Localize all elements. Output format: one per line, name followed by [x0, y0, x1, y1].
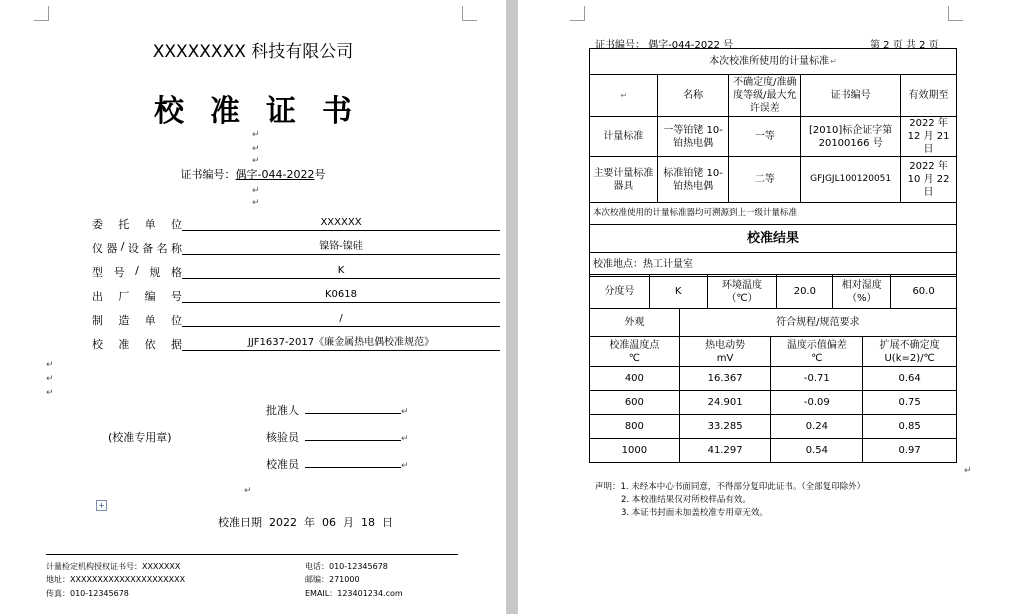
result-emf: 16.367 — [679, 367, 771, 391]
header-unit: ℃ — [628, 352, 640, 364]
result-temp: 400 — [590, 367, 680, 391]
statement-note-1: 声明：1. 未经本中心书面同意，不得部分复印此证书。（全部复印除外） — [595, 482, 866, 492]
result-temp: 800 — [590, 415, 680, 439]
table-row — [590, 439, 957, 463]
environment-table — [589, 274, 957, 309]
standards-table — [589, 48, 957, 277]
paragraph-mark: ↵ — [964, 466, 972, 476]
paragraph-mark: ↵ — [46, 388, 54, 398]
header-cell — [801, 75, 901, 117]
date-label: 校准日期 — [218, 516, 262, 529]
paragraph-mark: ↵ — [401, 434, 409, 444]
label-char: 位 — [170, 218, 182, 231]
date-day: 18 — [361, 516, 375, 529]
cert-no-suffix: 号 — [314, 168, 326, 181]
paragraph-mark: ↵ — [401, 461, 409, 471]
std-name: 一等铂铑 10-铂热电偶 — [657, 117, 729, 157]
footer-address: 地址：XXXXXXXXXXXXXXXXXXXXX — [46, 575, 186, 584]
label-char: 单 — [144, 314, 156, 327]
env-hum-label: 相对湿度（%） — [833, 275, 891, 309]
result-emf: 33.285 — [679, 415, 771, 439]
result-header-temp — [590, 337, 680, 367]
header-unit: U(k=2)/℃ — [884, 352, 935, 364]
date-year-unit: 年 — [304, 516, 315, 529]
crop-mark — [570, 6, 585, 21]
label-char: 制 — [92, 314, 103, 327]
verifier-label: 核验员 — [266, 431, 299, 444]
result-dev: -0.71 — [771, 367, 863, 391]
result-unc: 0.75 — [863, 391, 957, 415]
label-char: 据 — [170, 338, 182, 351]
verifier-line[interactable] — [305, 430, 401, 441]
label-char: 造 — [118, 314, 130, 327]
label-char: 准 — [118, 338, 130, 351]
result-emf: 41.297 — [679, 439, 771, 463]
label-char: 依 — [144, 338, 156, 351]
approver-label: 批准人 — [266, 404, 299, 417]
approver-line[interactable] — [305, 403, 401, 414]
field-value[interactable]: JJF1637-2017《廉金属热电偶校准规范》 — [182, 336, 500, 351]
paragraph-mark: ↵ — [252, 198, 260, 208]
field-label — [92, 312, 182, 328]
header-unit: ℃ — [811, 352, 823, 364]
statement-note-2: 2. 本校准结果仅对所校样品有效。 — [621, 495, 751, 505]
calibration-location: 校准地点：热工计量室 — [590, 253, 957, 277]
result-header-unc — [863, 337, 957, 367]
table-row — [590, 391, 957, 415]
cell-mark: ↵ — [620, 91, 628, 100]
label-char: 出 — [92, 290, 103, 303]
date-year: 2022 — [269, 516, 297, 529]
header-title: 热电动势 — [705, 339, 746, 351]
field-value[interactable]: / — [182, 312, 500, 327]
page2-cert-number: 证书编号： 偶字-044-2022 号 — [595, 40, 734, 51]
cert-no-label: 证书编号： — [180, 168, 236, 181]
footer-divider — [46, 554, 458, 555]
header-title: 温度示值偏差 — [786, 339, 847, 351]
env-hum-value: 60.0 — [891, 275, 957, 309]
label-char: 托 — [118, 218, 130, 231]
result-header-emf — [679, 337, 771, 367]
header-cert: 证书编号 — [830, 90, 871, 101]
crop-mark — [34, 6, 49, 21]
footer-auth-no: 计量检定机构授权证书号：XXXXXXX — [46, 562, 181, 571]
label-char: 校 — [92, 338, 103, 351]
cert-no-value: 偶字-044-2022 — [235, 168, 315, 181]
page-info: 第 2 页 共 2 页 — [870, 40, 939, 51]
approver-signature — [266, 402, 409, 418]
std-valid: 2022 年 12 月 21 日 — [901, 117, 957, 157]
header-cell — [729, 75, 801, 117]
result-unc: 0.85 — [863, 415, 957, 439]
env-temp-label: 环境温度（℃） — [707, 275, 777, 309]
std-type: 主要计量标准器具 — [590, 157, 658, 203]
appearance-value: 符合规程/规范要求 — [679, 309, 956, 337]
result-dev: 0.24 — [771, 415, 863, 439]
result-dev: 0.54 — [771, 439, 863, 463]
label-char: 仪 — [92, 242, 103, 255]
label-char: 位 — [170, 314, 182, 327]
results-title: 校准结果 — [590, 225, 957, 253]
crop-mark — [948, 6, 963, 21]
field-value[interactable]: XXXXXX — [182, 216, 500, 231]
std-cert: GFJGJL100120051 — [801, 157, 901, 203]
std-cert: [2010]标企证字第20100166 号 — [801, 117, 901, 157]
label-char: 厂 — [118, 290, 130, 303]
table-anchor-icon[interactable]: + — [96, 500, 107, 511]
crop-mark — [462, 6, 477, 21]
document-page-2[interactable] — [518, 0, 1024, 614]
label-char: 编 — [144, 290, 156, 303]
label-char: 单 — [144, 218, 156, 231]
header-name: 名称 — [683, 90, 704, 101]
paragraph-mark: ↵ — [252, 156, 260, 166]
result-header-dev — [771, 337, 863, 367]
env-temp-value: 20.0 — [777, 275, 833, 309]
footer-fax: 传真：010-12345678 — [46, 589, 129, 598]
footer-phone: 电话：010-12345678 — [305, 562, 388, 571]
std-valid: 2022 年 10 月 22 日 — [901, 157, 957, 203]
label-char: 设 — [127, 242, 139, 255]
cell-mark: ↵ — [830, 57, 837, 66]
label-char: 规 — [149, 266, 161, 279]
header-title: 扩展不确定度 — [879, 339, 940, 351]
document-page-1[interactable] — [0, 0, 506, 614]
field-label — [92, 264, 182, 280]
field-value[interactable]: 镍铬-镍硅 — [182, 240, 500, 255]
calibrator-signature — [266, 456, 409, 472]
env-grade-value: K — [649, 275, 707, 309]
table-row — [590, 367, 957, 391]
label-char: 号 — [113, 266, 125, 279]
paragraph-mark: ↵ — [46, 360, 54, 370]
field-value[interactable]: K — [182, 264, 500, 279]
label-char: 器 — [106, 242, 118, 255]
field-label — [92, 216, 182, 232]
footer-email: EMAIL：123401234.com — [305, 589, 403, 598]
header-grade: 不确定度/准确度等级/最大允许误差 — [733, 77, 797, 114]
label-char: 委 — [92, 218, 103, 231]
result-unc: 0.64 — [863, 367, 957, 391]
paragraph-mark: ↵ — [252, 144, 260, 154]
label-char: 格 — [170, 266, 182, 279]
field-value[interactable]: K0618 — [182, 288, 500, 303]
env-grade-label: 分度号 — [590, 275, 650, 309]
calibrator-label: 校准员 — [266, 458, 299, 471]
paragraph-mark: ↵ — [252, 130, 260, 140]
label-char: 型 — [92, 266, 103, 279]
table-row — [590, 415, 957, 439]
header-cell — [901, 75, 957, 117]
result-temp: 600 — [590, 391, 680, 415]
std-grade: 二等 — [729, 157, 801, 203]
standards-title — [590, 49, 957, 75]
verifier-signature — [266, 429, 409, 445]
certificate-number — [0, 166, 506, 182]
field-label — [92, 336, 182, 352]
label-char: 备 — [142, 242, 154, 255]
paragraph-mark: ↵ — [244, 486, 252, 496]
calibrator-line[interactable] — [305, 457, 401, 468]
header-cell — [657, 75, 729, 117]
calibration-seal: (校准专用章) — [108, 431, 172, 444]
date-month: 06 — [322, 516, 336, 529]
label-char: 名 — [156, 242, 168, 255]
result-temp: 1000 — [590, 439, 680, 463]
company-name: XXXXXXXX 科技有限公司 — [152, 42, 354, 62]
traceability-note: 本次校准使用的计量标准器均可溯源到上一级计量标准 — [590, 203, 957, 225]
certificate-title: 校准证书 — [154, 94, 378, 129]
footer-postcode: 邮编：271000 — [305, 575, 360, 584]
date-month-unit: 月 — [343, 516, 354, 529]
label-char: / — [135, 264, 139, 277]
paragraph-mark: ↵ — [252, 186, 260, 196]
field-label — [92, 240, 182, 256]
results-table — [589, 308, 957, 463]
result-unc: 0.97 — [863, 439, 957, 463]
result-emf: 24.901 — [679, 391, 771, 415]
field-label — [92, 288, 182, 304]
label-char: 称 — [170, 242, 182, 255]
label-char: 号 — [170, 290, 182, 303]
statement-note-3: 3. 本证书封面未加盖校准专用章无效。 — [621, 508, 768, 518]
appearance-label: 外观 — [590, 309, 680, 337]
paragraph-mark: ↵ — [46, 374, 54, 384]
page-gutter — [506, 0, 518, 614]
result-dev: -0.09 — [771, 391, 863, 415]
header-unit: mV — [716, 352, 734, 364]
header-title: 校准温度点 — [609, 339, 660, 351]
date-day-unit: 日 — [382, 516, 393, 529]
calibration-date — [218, 514, 393, 530]
paragraph-mark: ↵ — [401, 407, 409, 417]
header-cell — [590, 75, 658, 117]
std-grade: 一等 — [729, 117, 801, 157]
header-valid: 有效期至 — [908, 90, 949, 101]
label-char: / — [120, 240, 125, 253]
standards-title-text: 本次校准所使用的计量标准 — [709, 56, 830, 67]
std-name: 标准铂铑 10-铂热电偶 — [657, 157, 729, 203]
std-type: 计量标准 — [590, 117, 658, 157]
